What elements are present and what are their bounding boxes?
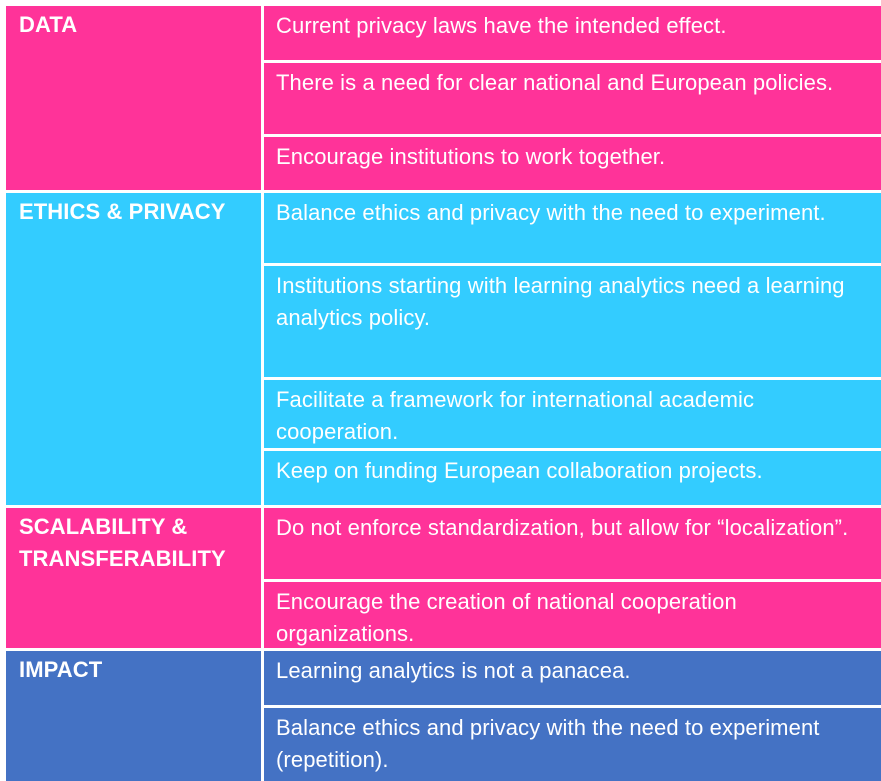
- group-data-rows: [263, 6, 881, 190]
- group-scalability-rows: [263, 508, 881, 648]
- table-row: Facilitate a framework for international academic cooperation.: [276, 387, 755, 444]
- table-row: Keep on funding European collaboration projects.: [276, 458, 763, 483]
- table-row: Current privacy laws have the intended effect.: [276, 13, 727, 38]
- group-label-ethics-privacy: ETHICS & PRIVACY: [19, 199, 226, 224]
- table-row: Balance ethics and privacy with the need to experiment (repetition).: [276, 715, 820, 772]
- table-row: Balance ethics and privacy with the need to experiment.: [276, 200, 826, 225]
- group-label-data: DATA: [19, 12, 78, 37]
- group-impact-rows: [263, 651, 881, 781]
- table-row: Encourage the creation of national cooperation organizations.: [276, 589, 737, 646]
- group-ethics-privacy-rows: [263, 193, 881, 505]
- group-scalability-transferability: [6, 508, 881, 648]
- table-row: Do not enforce standardization, but allow for “localization”.: [276, 515, 849, 540]
- group-label-scalability-transferability: SCALABILITY & TRANSFERABILITY: [19, 514, 226, 571]
- table-row: There is a need for clear national and European policies.: [276, 70, 834, 95]
- group-label-impact: IMPACT: [19, 657, 103, 682]
- group-impact: [6, 651, 881, 781]
- group-ethics-privacy: [6, 193, 881, 505]
- table-row: Learning analytics is not a panacea.: [276, 658, 631, 683]
- table-row: Institutions starting with learning analytics need a learning analytics policy.: [276, 273, 845, 330]
- table-row: Encourage institutions to work together.: [276, 144, 666, 169]
- group-data: [6, 6, 881, 190]
